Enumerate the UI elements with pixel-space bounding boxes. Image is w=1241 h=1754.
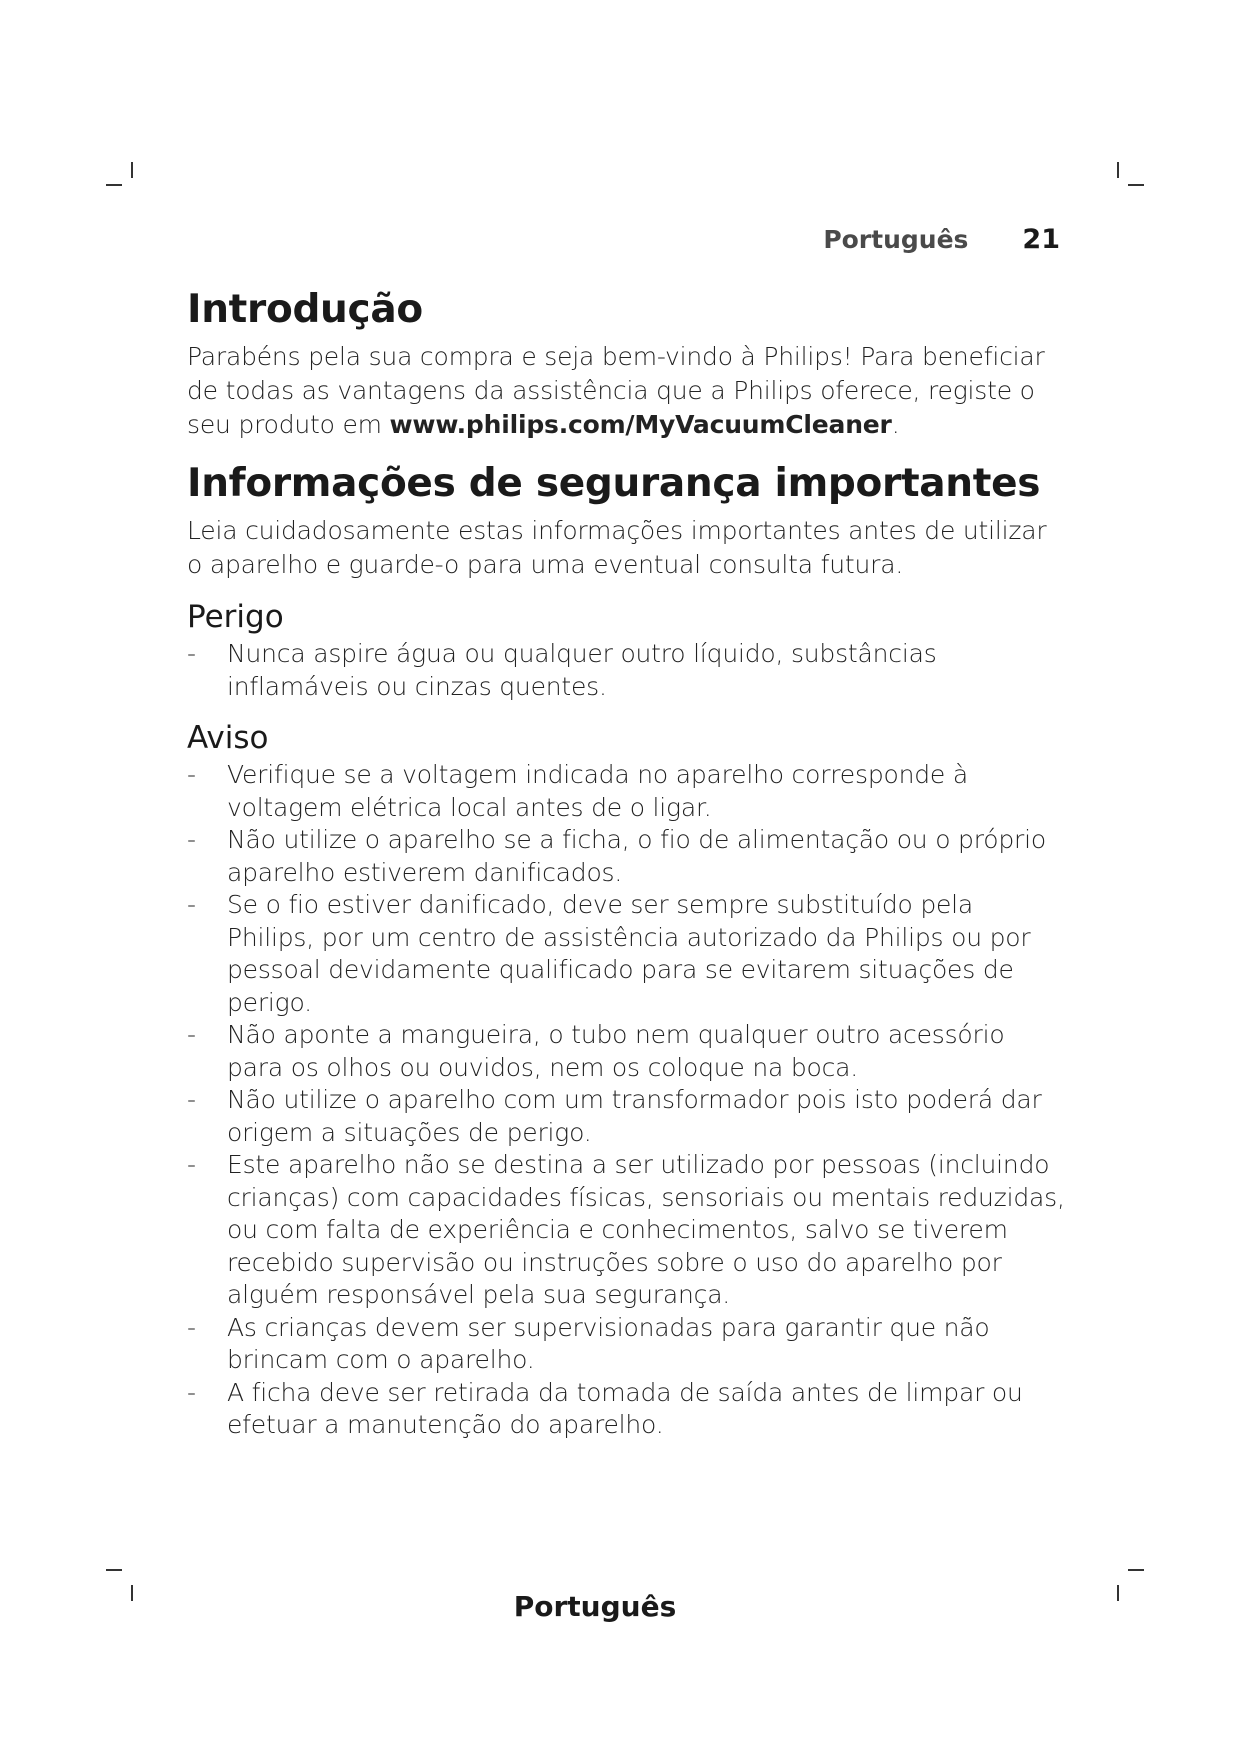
list-item: - Este aparelho não se destina a ser utilizado por pessoas (incluindo crianças) com capacidades físicas, sensoriais ou mentais reduzidas, ou com falta de experiência e conhecimentos, salvo se tiverem recebido supervisão ou instruções sobre o uso do aparelho por alguém responsável pela sua segurança. <box>187 1150 1065 1309</box>
running-head <box>823 224 1060 255</box>
list-item: - Não utilize o aparelho com um transformador pois isto poderá dar origem a situações de perigo. <box>187 1085 1042 1147</box>
footer-language: Português <box>513 1590 677 1623</box>
danger-title: Perigo <box>187 599 284 635</box>
list-item-text: Não utilize o aparelho se a ficha, o fio de alimentação ou o próprio aparelho estiverem danificados. <box>227 825 1046 887</box>
list-item-text: Este aparelho não se destina a ser utilizado por pessoas (incluindo crianças) com capacidades físicas, sensoriais ou mentais reduzidas, ou com falta de experiência e conhecimentos, salvo se tiverem recebido supervisão ou instruções sobre o uso do aparelho por alguém responsável pela sua segurança. <box>227 1150 1065 1309</box>
list-item: - A ficha deve ser retirada da tomada de saída antes de limpar ou efetuar a manutenção do aparelho. <box>187 1377 1023 1439</box>
page-number: 21 <box>1022 224 1060 255</box>
product-registration-link[interactable]: www.philips.com/MyVacuumCleaner <box>389 410 892 439</box>
list-item-text: Se o fio estiver danificado, deve ser sempre substituído pela Philips, por um centro de assistência autorizado da Philips ou por pessoal devidamente qualificado para se evitarem situações de perigo. <box>227 890 1031 1017</box>
list-item-text: Verifique se a voltagem indicada no aparelho corresponde à voltagem elétrica local antes de o ligar. <box>227 760 968 822</box>
danger-section <box>187 596 1067 703</box>
warning-section <box>187 717 1067 1442</box>
safety-text: Leia cuidadosamente estas informações importantes antes de utilizar o aparelho e guarde-o para uma eventual consulta futura. <box>187 516 1047 579</box>
crop-mark <box>106 184 122 186</box>
crop-mark <box>131 162 133 178</box>
main-content <box>187 284 1067 1456</box>
crop-mark <box>1128 184 1144 186</box>
warning-list <box>187 759 1067 1442</box>
crop-mark <box>106 1569 122 1571</box>
intro-text-after: . <box>891 410 900 439</box>
safety-section <box>187 458 1067 582</box>
intro-text <box>187 340 1067 442</box>
list-item: - Verifique se a voltagem indicada no aparelho corresponde à voltagem elétrica local antes de o ligar. <box>187 760 968 822</box>
crop-mark <box>1128 1569 1144 1571</box>
list-item-text: A ficha deve ser retirada da tomada de saída antes de limpar ou efetuar a manutenção do aparelho. <box>227 1377 1023 1439</box>
list-item-text: Não utilize o aparelho com um transformador pois isto poderá dar origem a situações de perigo. <box>227 1085 1042 1147</box>
danger-list <box>187 638 1067 703</box>
safety-title: Informações de segurança importantes <box>187 461 1041 506</box>
list-item-text: Nunca aspire água ou qualquer outro líquido, substâncias inflamáveis ou cinzas quentes. <box>227 639 937 701</box>
intro-section <box>187 284 1067 442</box>
intro-text-before: Parabéns pela sua compra e seja bem-vindo à Philips! Para beneficiar de todas as vantagens da assistência que a Philips oferece, registe o seu produto em <box>187 342 1045 439</box>
list-item: - As crianças devem ser supervisionadas para garantir que não brincam com o aparelho. <box>187 1312 990 1374</box>
intro-title: Introdução <box>187 287 423 332</box>
list-item-text: As crianças devem ser supervisionadas para garantir que não brincam com o aparelho. <box>227 1312 990 1374</box>
list-item: - Não utilize o aparelho se a ficha, o fio de alimentação ou o próprio aparelho estiverem danificados. <box>187 825 1046 887</box>
list-item: - Não aponte a mangueira, o tubo nem qualquer outro acessório para os olhos ou ouvidos, nem os coloque na boca. <box>187 1020 1005 1082</box>
warning-title: Aviso <box>187 720 269 756</box>
crop-mark <box>1117 162 1119 178</box>
list-item: - Se o fio estiver danificado, deve ser sempre substituído pela Philips, por um centro de assistência autorizado da Philips ou por pessoal devidamente qualificado para se evitarem situações de perigo. <box>187 890 1031 1017</box>
list-item-text: Não aponte a mangueira, o tubo nem qualquer outro acessório para os olhos ou ouvidos, nem os coloque na boca. <box>227 1020 1005 1082</box>
header-language: Português <box>823 225 969 254</box>
list-item: - Nunca aspire água ou qualquer outro líquido, substâncias inflamáveis ou cinzas quentes. <box>187 639 937 701</box>
